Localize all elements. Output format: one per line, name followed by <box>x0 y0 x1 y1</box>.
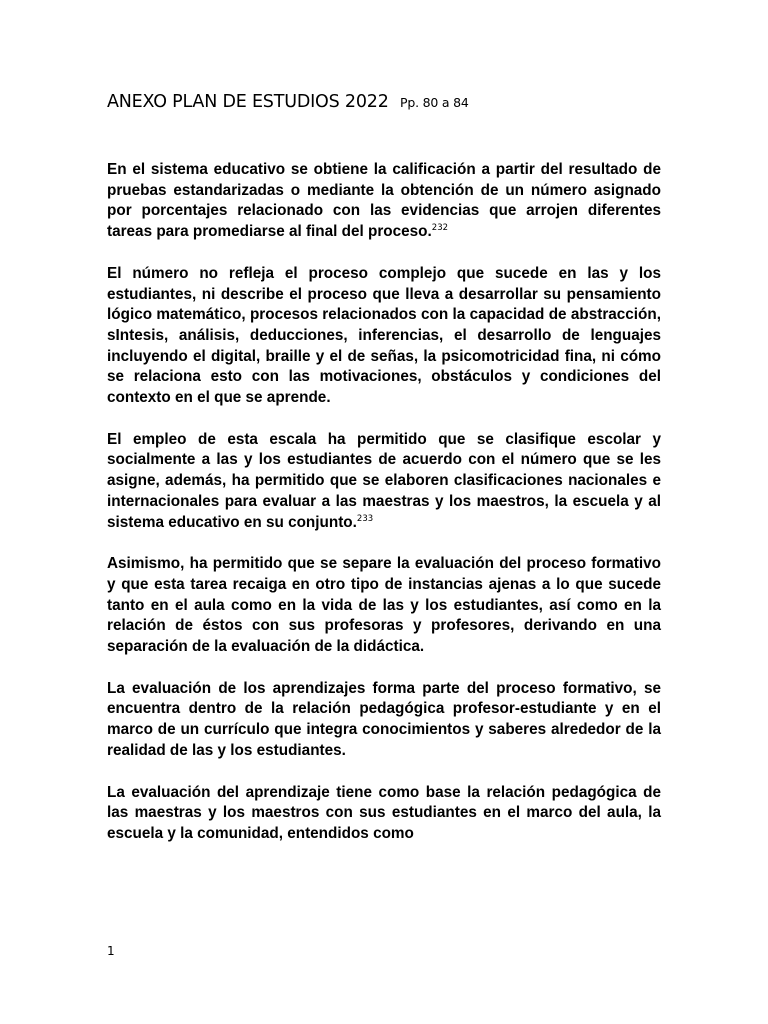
paragraph-2-text: El número no refleja el proceso complejo que sucede en las y los estudiantes, ni describe el proceso que lleva a desarrollar su pensamiento lógico matemático, procesos relacionados con la capacidad de abstracción, sIntesis, análisis, deducciones, inferencias, el desarrollo de lenguajes incluyendo el digital, braille y el de señas, la psicomotricidad fina, ni cómo se relaciona esto con las motivaciones, obstáculos y condiciones del contexto en el que se aprende. <box>107 264 661 407</box>
paragraph-3 <box>107 430 661 534</box>
paragraph-1-text: En el sistema educativo se obtiene la calificación a partir del resultado de pruebas estandarizadas o mediante la obtención de un número asignado por porcentajes relacionado con las evidencias que arrojen diferentes tareas para promediarse al final del proceso. <box>107 161 661 241</box>
paragraph-5-text: La evaluación de los aprendizajes forma parte del proceso formativo, se encuentra dentro de la relación pedagógica profesor-estudiante y en el marco de un currículo que integra conocimientos y saberes alrededor de la realidad de las y los estudiantes. <box>107 679 661 759</box>
document-title: ANEXO PLAN DE ESTUDIOS 2022 <box>107 92 389 112</box>
paragraph-5 <box>107 679 661 762</box>
paragraph-3-text: El empleo de esta escala ha permitido que se clasifique escolar y socialmente a las y los estudiantes de acuerdo con el número que se les asigne, además, ha permitido que se elaboren clasificaciones nacionales e internacionales para evaluar a las maestras y los maestros, la escuela y al sistema educativo en su conjunto. <box>107 430 661 531</box>
paragraph-1 <box>107 160 661 243</box>
page-range: Pp. 80 a 84 <box>400 95 469 110</box>
page-header <box>107 92 667 113</box>
paragraph-6-text: La evaluación del aprendizaje tiene como base la relación pedagógica de las maestras y los maestros con sus estudiantes en el marco del aula, la escuela y la comunidad, entendidos como <box>107 783 661 842</box>
footnote-ref-232[interactable]: 232 <box>431 223 449 234</box>
page-number: 1 <box>107 944 115 958</box>
paragraph-2 <box>107 264 661 409</box>
paragraph-6 <box>107 783 661 845</box>
document-body <box>107 160 661 866</box>
paragraph-4-text: Asimismo, ha permitido que se separe la evaluación del proceso formativo y que esta tarea recaiga en otro tipo de instancias ajenas a lo que sucede tanto en el aula como en la vida de las y los estudiantes, así como en la relación de éstos con sus profesoras y profesores, derivando en una separación de la evaluación de la didáctica. <box>107 555 661 656</box>
paragraph-4 <box>107 554 661 658</box>
footnote-ref-233[interactable]: 233 <box>356 513 374 524</box>
